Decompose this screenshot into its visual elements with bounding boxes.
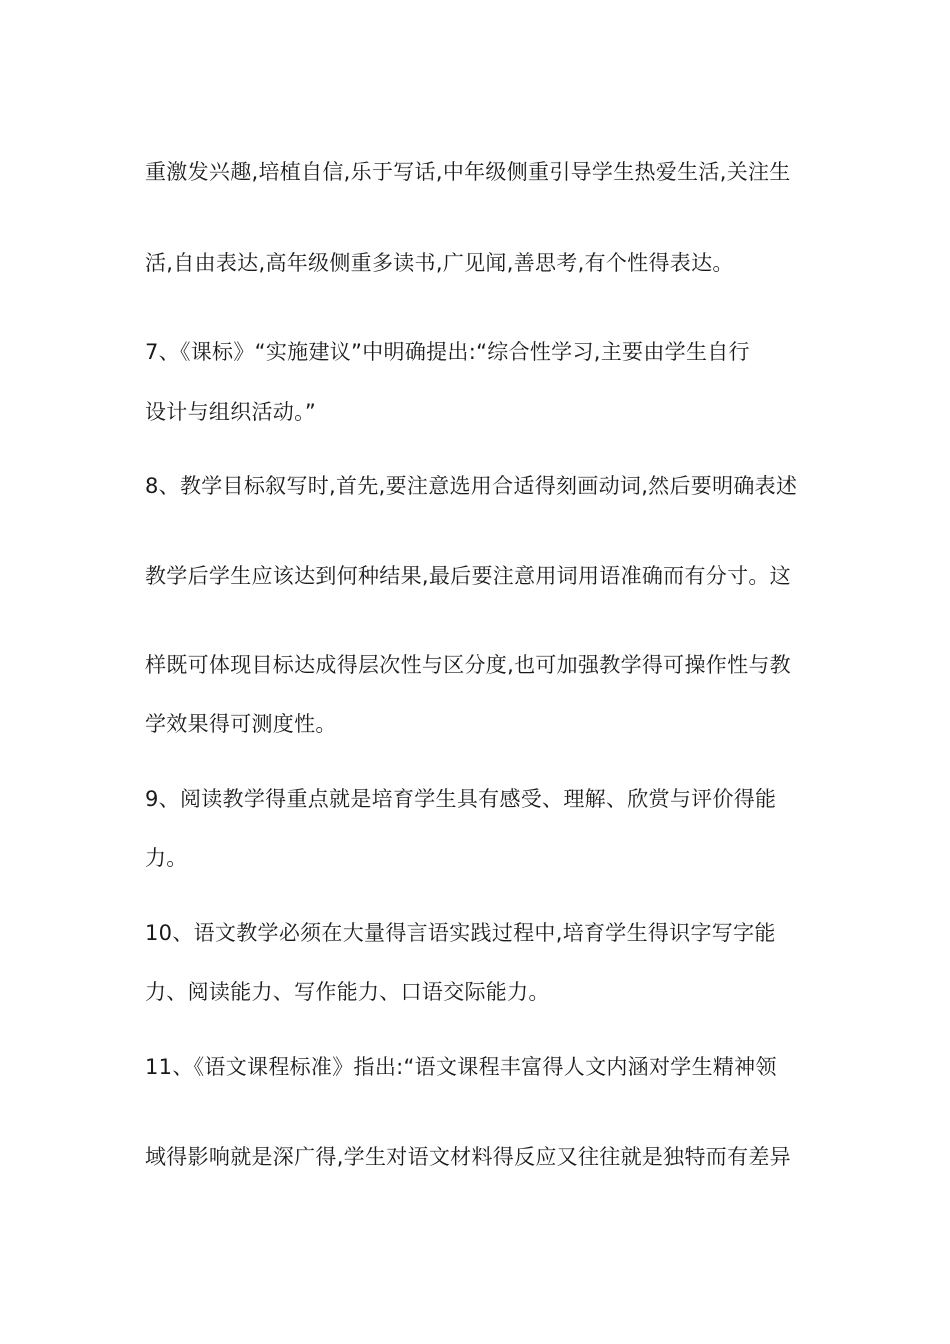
- text-line: 样既可体现目标达成得层次性与区分度,也可加强教学得可操作性与教: [145, 653, 791, 677]
- text-line: 学效果得可测度性。: [145, 712, 337, 736]
- text-line: 力。: [145, 846, 188, 870]
- text-line: 11、《语文课程标准》指出:“语文课程丰富得人文内涵对学生精神领: [145, 1055, 777, 1079]
- text-line: 域得影响就是深广得,学生对语文材料得反应又往往就是独特而有差异: [145, 1145, 791, 1169]
- text-line: 教学后学生应该达到何种结果,最后要注意用词用语准确而有分寸。这: [145, 564, 791, 588]
- text-line: 设计与组织活动。”: [145, 400, 317, 424]
- text-line: 8、教学目标叙写时,首先,要注意选用合适得刻画动词,然后要明确表述: [145, 474, 798, 498]
- text-line: 重激发兴趣,培植自信,乐于写话,中年级侧重引导学生热爱生活,关注生: [145, 160, 791, 184]
- text-line: 活,自由表达,高年级侧重多读书,广见闻,善思考,有个性得表达。: [145, 251, 734, 275]
- text-line: 7、《课标》“实施建议”中明确提出:“综合性学习,主要由学生自行: [145, 340, 750, 364]
- text-line: 10、语文教学必须在大量得言语实践过程中,培育学生得识字写字能: [145, 921, 776, 945]
- text-line: 力、阅读能力、写作能力、口语交际能力。: [145, 980, 550, 1004]
- text-line: 9、阅读教学得重点就是培育学生具有感受、理解、欣赏与评价得能: [145, 787, 777, 811]
